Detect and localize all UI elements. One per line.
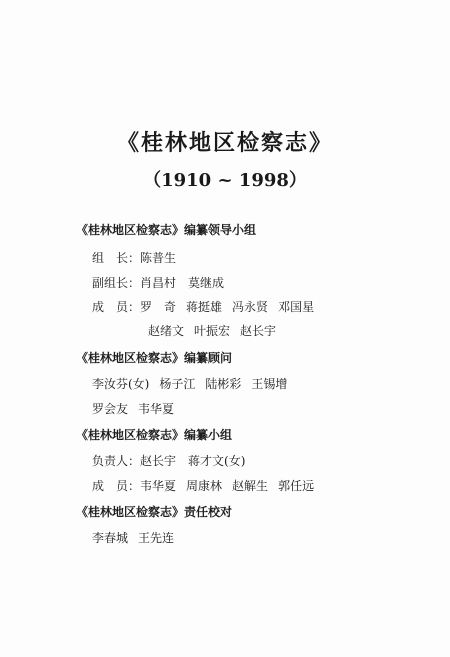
- advisor-name: 韦华夏: [138, 402, 175, 416]
- member-name: 周康林: [186, 479, 223, 493]
- deputy-names: 肖昌村 莫继成: [140, 276, 225, 290]
- head-label: 负责人：: [92, 454, 141, 468]
- section-heading-compilation-group: 《桂林地区检察志》编纂小组: [76, 428, 233, 442]
- member-name: 赵绪文: [148, 324, 185, 338]
- section-heading-leading-group: 《桂林地区检察志》编纂领导小组: [76, 223, 257, 237]
- member-name: 罗 奇: [140, 300, 177, 314]
- leader-label: 组 长：: [92, 251, 141, 265]
- page-title: 《桂林地区检察志》: [116, 130, 333, 156]
- members-label: 成 员：: [92, 300, 141, 314]
- proofreaders-line: [92, 530, 174, 546]
- advisor-name: 罗会友: [92, 402, 129, 416]
- section-heading-proofreading: 《桂林地区检察志》责任校对: [76, 505, 233, 519]
- proofreader-name: 王先连: [138, 531, 175, 545]
- proofreader-name: 李春城: [92, 531, 129, 545]
- leader-name: 陈普生: [140, 251, 177, 265]
- member-name: 叶振宏: [194, 324, 231, 338]
- advisor-name: 杨子江: [159, 377, 196, 391]
- leader-line: [92, 250, 176, 266]
- head-names: 赵长宇 蒋才文(女): [140, 454, 246, 468]
- member-name: 蒋挺雄: [186, 300, 223, 314]
- compilation-members-line: [92, 478, 314, 494]
- members-line-2: [148, 323, 276, 339]
- deputy-label: 副组长：: [92, 276, 141, 290]
- member-name: 赵长宇: [240, 324, 277, 338]
- member-name: 邓国星: [278, 300, 315, 314]
- advisors-line-1: [92, 376, 287, 392]
- page-subtitle: （1910 ~ 1998）: [143, 170, 307, 191]
- member-name: 赵解生: [232, 479, 269, 493]
- member-name: 郭任远: [278, 479, 315, 493]
- deputy-line: [92, 275, 224, 291]
- advisors-line-2: [92, 401, 174, 417]
- head-line: [92, 453, 245, 469]
- members-label: 成 员：: [92, 479, 141, 493]
- member-name: 韦华夏: [140, 479, 177, 493]
- advisor-name: 陆彬彩: [205, 377, 242, 391]
- advisor-name: 李汝芬(女): [92, 377, 150, 391]
- members-line-1: [92, 299, 314, 315]
- advisor-name: 王锡增: [251, 377, 288, 391]
- member-name: 冯永贤: [232, 300, 269, 314]
- section-heading-advisors: 《桂林地区检察志》编纂顾问: [76, 351, 233, 365]
